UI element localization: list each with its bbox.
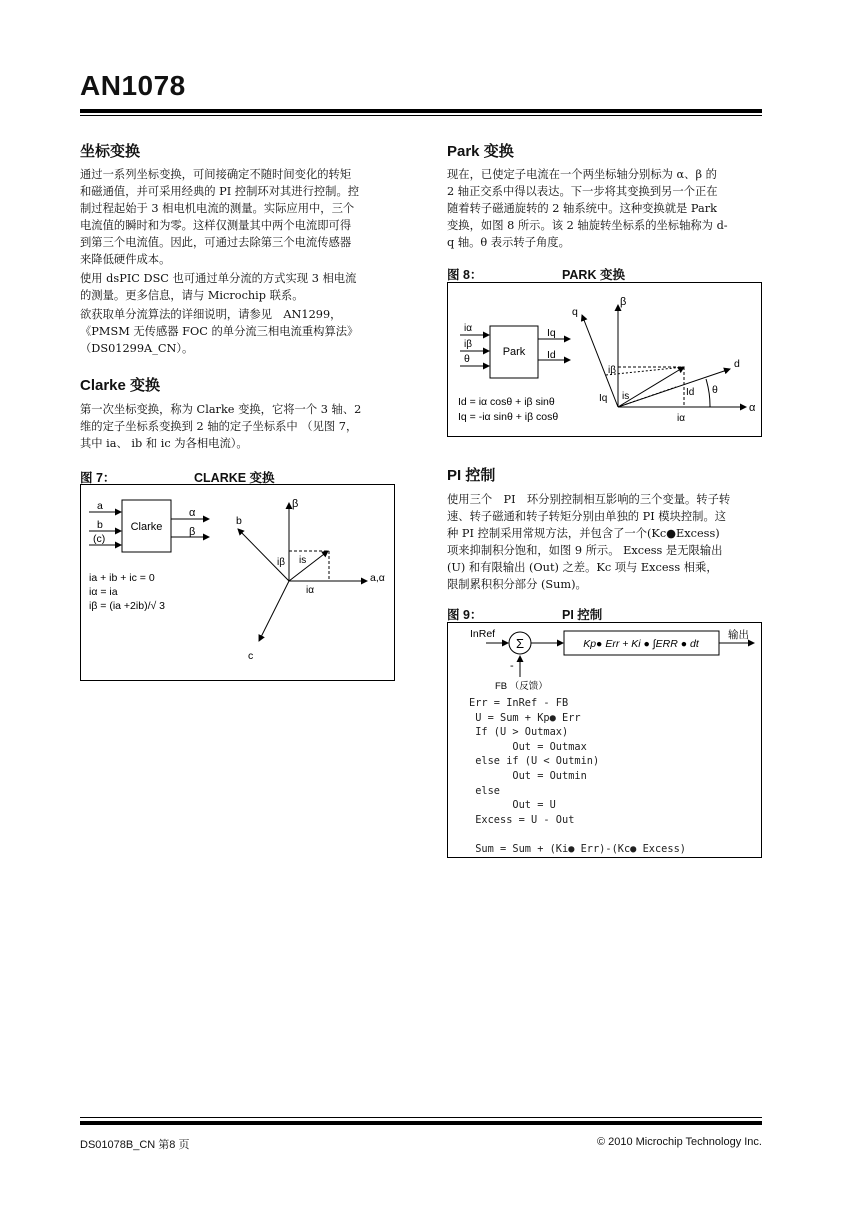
park-input-ibeta: iβ bbox=[464, 339, 472, 350]
clarke-label-ialpha: iα bbox=[306, 585, 315, 596]
pi-controller-formula: Kp● Err + Ki ● ∫ERR ● dt bbox=[583, 638, 699, 650]
clarke-label-beta: β bbox=[292, 498, 299, 510]
text-line: 种 PI 控制采用常规方法，并包含了一个(Kc●Excess) bbox=[447, 527, 720, 540]
paragraph-single-shunt bbox=[80, 270, 394, 304]
text-line: 《PMSM 无传感器 FOC 的单分流三相电流重构算法》 bbox=[80, 325, 359, 338]
text-line: 2 轴正交系中得以表达。下一步将其变换到另一个正在 bbox=[447, 185, 718, 198]
park-label-alpha: α bbox=[749, 402, 756, 414]
clarke-input-a: a bbox=[97, 500, 103, 512]
footer-copyright: © 2010 Microchip Technology Inc. bbox=[596, 1136, 762, 1148]
text-line: 限制累积积分部分 (Sum)。 bbox=[447, 578, 587, 591]
park-label-d: d bbox=[734, 358, 740, 370]
park-label-q: q bbox=[572, 306, 578, 318]
paragraph-an1299-reference bbox=[80, 306, 394, 357]
text-line: 第一次坐标变换，称为 Clarke 变换，它将一个 3 轴、2 bbox=[80, 403, 362, 416]
clarke-equation-1: ia + ib + ic = 0 bbox=[89, 572, 155, 584]
text-line: 电流值的瞬时和为零。这样仅测量其中两个电流即可得 bbox=[80, 219, 352, 232]
clarke-axis-b bbox=[238, 529, 289, 581]
text-line: 通过一系列坐标变换，可间接确定不随时间变化的转矩 bbox=[80, 168, 352, 181]
park-output-id: Id bbox=[547, 349, 556, 361]
figure-7-number: 图 7： bbox=[80, 471, 116, 485]
figure-8-number: 图 8： bbox=[447, 268, 483, 282]
section-heading-pi-control: PI 控制 bbox=[447, 467, 496, 484]
park-input-theta: θ bbox=[464, 353, 470, 365]
section-heading-park: Park 变换 bbox=[447, 143, 514, 160]
clarke-input-b: b bbox=[97, 519, 103, 531]
clarke-input-c: (c) bbox=[93, 533, 106, 545]
text-line: 变换，如图 8 所示。该 2 轴旋转坐标系的坐标轴称为 d- bbox=[447, 219, 728, 232]
park-equation-1: Id = iα cosθ + iβ sinθ bbox=[458, 396, 555, 408]
park-label-ibeta: iβ bbox=[608, 365, 616, 376]
section-heading-clarke: Clarke 变换 bbox=[80, 377, 161, 394]
text-line: 使用 dsPIC DSC 也可通过单分流的方式实现 3 相电流 bbox=[80, 272, 357, 285]
park-label-Id: Id bbox=[686, 387, 695, 398]
header-rule-thin bbox=[80, 115, 762, 116]
text-line: 项来抑制积分饱和，如图 9 所示。 Excess 是无限输出 bbox=[447, 544, 723, 557]
header-rule bbox=[80, 109, 762, 113]
park-input-ialpha: iα bbox=[464, 323, 473, 334]
paragraph-park bbox=[447, 166, 762, 251]
text-line: 维的定子坐标系变换到 2 轴的定子坐标系中 （见图 7， bbox=[80, 420, 358, 433]
section-heading-coordinate-transform: 坐标变换 bbox=[80, 143, 141, 160]
park-label-beta: β bbox=[620, 296, 627, 308]
clarke-label-ibeta: iβ bbox=[277, 557, 285, 568]
text-line: 现在，已使定子电流在一个两坐标轴分别标为 α、β 的 bbox=[447, 168, 717, 181]
clarke-vector-is bbox=[289, 551, 328, 581]
pi-minus-sign: - bbox=[510, 660, 514, 672]
pi-feedback-label: FB （反馈） bbox=[495, 681, 548, 692]
park-angle-arc bbox=[706, 379, 710, 407]
clarke-label-a-alpha: a,α bbox=[370, 572, 385, 584]
text-line: 速、转子磁通和转子转矩分别由单独的 PI 模块控制。这 bbox=[447, 510, 727, 523]
paragraph-pi-control bbox=[447, 491, 762, 593]
park-label-theta: θ bbox=[712, 384, 718, 396]
text-line: 欲获取单分流算法的详细说明，请参见 AN1299， bbox=[80, 308, 342, 321]
clarke-axis-c bbox=[259, 581, 289, 641]
figure-8-title: PARK 变换 bbox=[562, 268, 625, 282]
text-line: （DS01299A_CN）。 bbox=[80, 342, 194, 355]
clarke-label-is: is bbox=[299, 555, 307, 566]
clarke-output-alpha: α bbox=[189, 507, 196, 519]
clarke-equation-3: iβ = (ia +2ib)/√ 3 bbox=[89, 600, 166, 612]
document-title: AN1078 bbox=[80, 70, 186, 101]
figure-8-park-diagram bbox=[447, 282, 762, 437]
figure-9-number: 图 9： bbox=[447, 608, 483, 622]
park-block-label: Park bbox=[502, 346, 526, 358]
pi-pseudocode: Err = InRef - FB U = Sum + Kp● Err If (U > Outmax) Out = Outmax else if (U < Outmin) Out = Outmin else Out = U Excess = U - Out Sum = Sum + (Ki● Err)-(Kc● Excess) bbox=[469, 697, 686, 855]
text-line: 其中 ia、 ib 和 ic 为各相电流）。 bbox=[80, 437, 248, 450]
figure-7-clarke-diagram bbox=[80, 484, 395, 681]
clarke-block-label: Clarke bbox=[130, 521, 163, 533]
clarke-label-b: b bbox=[236, 515, 242, 527]
text-line: 和磁通值，并可采用经典的 PI 控制环对其进行控制。控 bbox=[80, 185, 360, 198]
park-label-ialpha: iα bbox=[677, 413, 686, 424]
paragraph-clarke bbox=[80, 401, 394, 452]
footer-doc-id: DS01078B_CN 第8 页 bbox=[80, 1139, 190, 1151]
pi-inref-label: InRef bbox=[470, 628, 496, 640]
text-line: 的测量。更多信息，请与 Microchip 联系。 bbox=[80, 289, 304, 302]
clarke-label-c: c bbox=[248, 650, 254, 662]
park-label-is: is bbox=[622, 391, 630, 402]
text-line: 来降低硬件成本。 bbox=[80, 253, 171, 266]
text-line: 制过程起始于 3 相电机电流的测量。实际应用中，三个 bbox=[80, 202, 355, 215]
text-line: q 轴。θ 表示转子角度。 bbox=[447, 236, 570, 249]
pi-output-label: 输出 bbox=[728, 629, 749, 641]
text-line: (U) 和有限输出 (Out) 之差。Kc 项与 Excess 相乘， bbox=[447, 561, 718, 574]
footer-rule bbox=[80, 1121, 762, 1125]
paragraph-coordinate-intro bbox=[80, 166, 394, 268]
park-equation-2: Iq = -iα sinθ + iβ cosθ bbox=[458, 411, 559, 423]
pi-sigma-symbol: Σ bbox=[515, 636, 525, 651]
text-line: 随着转子磁通旋转的 2 轴系统中。这种变换就是 Park bbox=[447, 202, 717, 215]
figure-7-title: CLARKE 变换 bbox=[194, 471, 275, 485]
figure-9-title: PI 控制 bbox=[562, 608, 603, 622]
park-label-Iq: Iq bbox=[599, 393, 608, 404]
footer-rule-thin bbox=[80, 1117, 762, 1118]
text-line: 到第三个电流值。因此，可通过去除第三个电流传感器 bbox=[80, 236, 352, 249]
park-output-iq: Iq bbox=[547, 327, 556, 339]
clarke-output-beta: β bbox=[189, 526, 196, 538]
text-line: 使用三个 PI 环分别控制相互影响的三个变量。转子转 bbox=[447, 493, 731, 506]
clarke-equation-2: iα = ia bbox=[89, 586, 118, 598]
